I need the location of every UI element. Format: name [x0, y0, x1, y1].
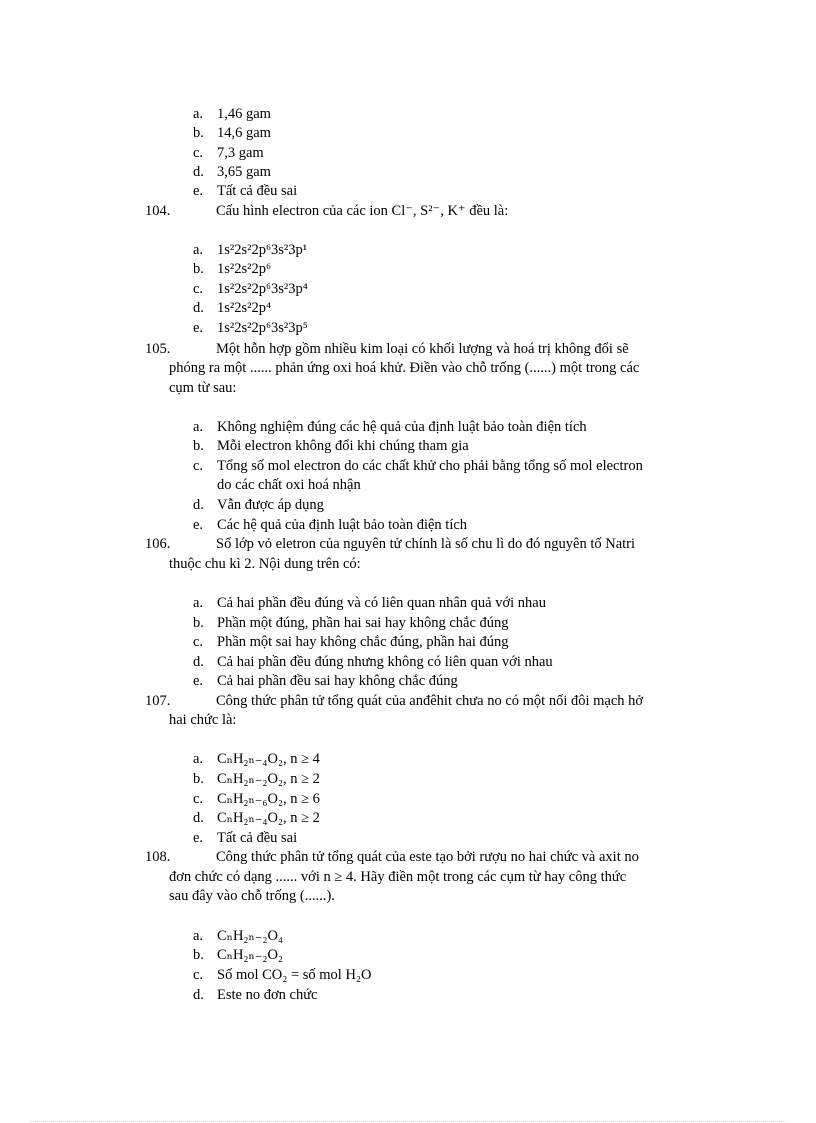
option-letter: d.: [193, 654, 204, 670]
option-text: Các hệ quả của định luật bảo toàn điện tích: [217, 517, 468, 533]
option-letter: e.: [193, 673, 204, 689]
option-letter: b.: [193, 125, 204, 141]
option-text: 1,46 gam: [217, 106, 271, 122]
option-text: Phần một sai hay không chắc đúng, phần hai đúng: [217, 634, 509, 650]
question-text: Số lớp vỏ eletron của nguyên tử chính là số chu lì do đó nguyên tố Natri: [216, 536, 636, 552]
question-text: phóng ra một ...... phản ứng oxi hoá khử. Điền vào chỗ trống (......) một trong các: [169, 360, 640, 376]
option-text: Không nghiệm đúng các hệ quả của định luật bảo toàn điện tích: [217, 419, 587, 435]
option-letter: c.: [193, 281, 204, 297]
option-text: CₙH₂ₙ₋₄O₂, n ≥ 4: [217, 751, 320, 767]
option-letter: c.: [193, 967, 204, 983]
option-text: Este no đơn chức: [217, 987, 318, 1003]
option-text: 7,3 gam: [217, 145, 264, 161]
question-number: 106.: [145, 536, 171, 552]
option-text: CₙH₂ₙ₋₂O₂: [217, 947, 283, 963]
question-text: sau đây vào chỗ trống (......).: [169, 888, 335, 904]
option-text: CₙH₂ₙ₋₂O₂, n ≥ 2: [217, 771, 320, 787]
question-text: Công thức phân tử tổng quát của este tạo bởi rượu no hai chức và axit no: [216, 849, 639, 865]
question-text: Cấu hình electron của các ion Cl⁻, S²⁻, K⁺ đều là:: [216, 203, 509, 219]
question-text: Một hỗn hợp gồm nhiều kim loại có khối lượng và hoá trị không đổi sẽ: [216, 341, 629, 357]
option-letter: b.: [193, 947, 204, 963]
option-letter: a.: [193, 106, 204, 122]
option-letter: b.: [193, 771, 204, 787]
question-text: hai chức là:: [169, 712, 237, 728]
option-letter: d.: [193, 987, 204, 1003]
option-letter: d.: [193, 300, 204, 316]
option-letter: a.: [193, 595, 204, 611]
question-text: cụm từ sau:: [169, 380, 237, 396]
option-text: Mỗi electron không đổi khi chúng tham gia: [217, 438, 469, 454]
option-letter: e.: [193, 320, 204, 336]
option-text: Vẫn được áp dụng: [217, 497, 324, 513]
option-text: 1s²2s²2p⁶3s²3p¹: [217, 242, 308, 258]
option-text: 3,65 gam: [217, 164, 271, 180]
option-text: do các chất oxi hoá nhận: [217, 477, 361, 493]
option-letter: e.: [193, 183, 204, 199]
question-number: 105.: [145, 341, 171, 357]
option-text: CₙH₂ₙ₋₄O₂, n ≥ 2: [217, 810, 320, 826]
question-number: 108.: [145, 849, 171, 865]
page-bottom-divider: [30, 1121, 786, 1122]
option-text: Tất cả đều sai: [217, 830, 298, 846]
option-text: 14,6 gam: [217, 125, 271, 141]
option-letter: a.: [193, 751, 204, 767]
option-letter: d.: [193, 497, 204, 513]
option-letter: b.: [193, 261, 204, 277]
option-letter: c.: [193, 145, 204, 161]
option-text: 1s²2s²2p⁶3s²3p⁵: [217, 320, 308, 336]
option-letter: d.: [193, 810, 204, 826]
question-number: 107.: [145, 693, 171, 709]
option-letter: a.: [193, 928, 204, 944]
question-text: Công thức phân tử tổng quát của anđêhit chưa no có một nối đôi mạch hở: [216, 693, 644, 709]
option-text: Cả hai phần đều đúng nhưng không có liên quan với nhau: [217, 654, 553, 670]
question-text: thuộc chu kì 2. Nội dung trên có:: [169, 556, 361, 572]
option-text: Tất cả đều sai: [217, 183, 298, 199]
option-letter: b.: [193, 615, 204, 631]
option-text: Cả hai phần đều sai hay không chắc đúng: [217, 673, 458, 689]
option-text: 1s²2s²2p⁶: [217, 261, 272, 277]
option-letter: d.: [193, 164, 204, 180]
option-letter: e.: [193, 830, 204, 846]
option-letter: c.: [193, 458, 204, 474]
option-text: Tổng số mol electron do các chất khử cho phải bằng tổng số mol electron: [217, 458, 643, 474]
question-number: 104.: [145, 203, 171, 219]
option-letter: c.: [193, 791, 204, 807]
option-text: CₙH₂ₙ₋₂O₄: [217, 928, 283, 944]
option-text: Cả hai phần đều đúng và có liên quan nhân quả với nhau: [217, 595, 546, 611]
option-text: 1s²2s²2p⁶3s²3p⁴: [217, 281, 308, 297]
option-letter: c.: [193, 634, 204, 650]
option-letter: a.: [193, 419, 204, 435]
option-text: Số mol CO₂ = số mol H₂O: [217, 967, 372, 983]
option-letter: a.: [193, 242, 204, 258]
option-text: Phần một đúng, phần hai sai hay không chắc đúng: [217, 615, 509, 631]
option-letter: e.: [193, 517, 204, 533]
option-text: 1s²2s²2p⁴: [217, 300, 272, 316]
option-letter: b.: [193, 438, 204, 454]
option-text: CₙH₂ₙ₋₆O₂, n ≥ 6: [217, 791, 320, 807]
question-text: đơn chức có dạng ...... với n ≥ 4. Hãy điền một trong các cụm từ hay công thức: [169, 869, 627, 885]
